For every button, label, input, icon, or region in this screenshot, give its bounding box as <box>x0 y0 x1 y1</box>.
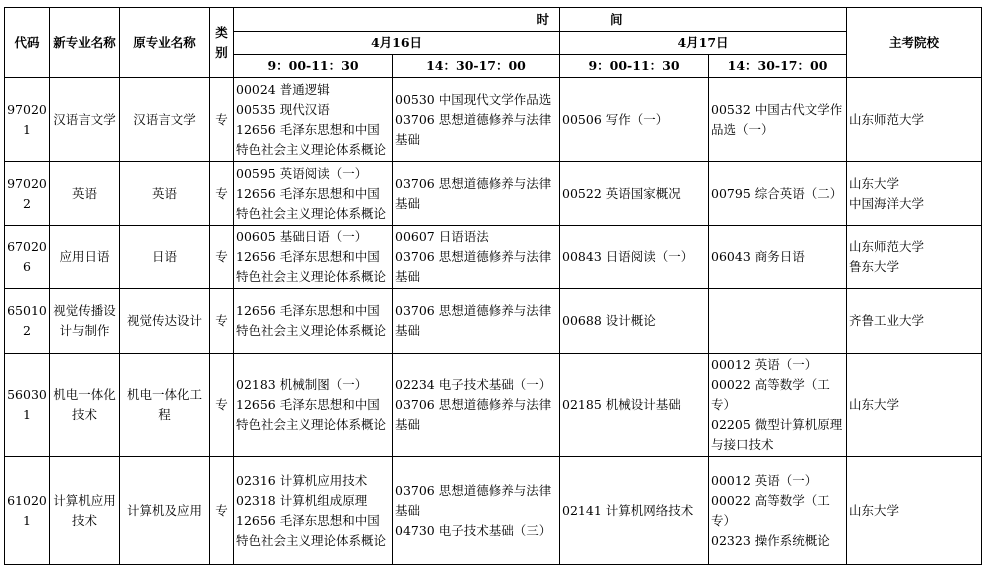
cell-d2-morning-line: 02141 计算机网络技术 <box>562 502 694 518</box>
cell-code: 970201 <box>5 78 50 162</box>
cell-school <box>847 226 982 289</box>
cell-d1-morning-line: 12656 毛泽东思想和中国特色社会主义理论体系概论 <box>236 512 387 548</box>
cell-d1-afternoon-line: 03706 思想道德修养与法律基础 <box>395 482 552 518</box>
cell-d1-afternoon-line: 03706 思想道德修养与法律基础 <box>395 303 552 338</box>
cell-old-major: 机电一体化工程 <box>120 354 210 457</box>
cell-school <box>847 289 982 354</box>
cell-d2-morning <box>560 354 709 457</box>
cell-new-major: 英语 <box>50 162 120 226</box>
cell-d2-morning-line: 02185 机械设计基础 <box>562 397 681 412</box>
cell-d2-afternoon-line: 02205 微型计算机原理与接口技术 <box>711 417 843 452</box>
cell-d2-afternoon <box>709 78 847 162</box>
cell-d1-morning-line: 12656 毛泽东思想和中国特色社会主义理论体系概论 <box>236 121 387 157</box>
header-time-left: 时 <box>234 8 560 32</box>
cell-new-major: 应用日语 <box>50 226 120 289</box>
cell-school-line: 齐鲁工业大学 <box>849 313 925 328</box>
cell-d1-morning-line: 00535 现代汉语 <box>236 101 330 117</box>
cell-d2-afternoon-line: 00532 中国古代文学作品选（一） <box>711 101 843 137</box>
cell-d2-afternoon <box>709 457 847 565</box>
header-d1-morning: 9：00-11：30 <box>234 55 393 78</box>
cell-d1-morning <box>234 162 393 226</box>
header-new-major: 新专业名称 <box>50 8 120 78</box>
header-d2-afternoon: 14：30-17：00 <box>709 55 847 78</box>
cell-d1-afternoon-line: 04730 电子技术基础（三） <box>395 522 552 538</box>
cell-school-line: 中国海洋大学 <box>849 195 925 211</box>
cell-d1-morning-line: 00024 普通逻辑 <box>236 81 330 97</box>
cell-d2-morning <box>560 162 709 226</box>
header-d1-afternoon: 14：30-17：00 <box>393 55 560 78</box>
cell-type: 专 <box>210 226 234 289</box>
cell-school <box>847 354 982 457</box>
cell-d1-morning-line: 02183 机械制图（一） <box>236 377 368 392</box>
cell-d2-morning-line: 00688 设计概论 <box>562 313 656 328</box>
table-row <box>5 162 982 226</box>
header-date-2: 4月17日 <box>560 32 847 55</box>
cell-old-major: 汉语言文学 <box>120 78 210 162</box>
cell-d1-afternoon-line: 03706 思想道德修养与法律基础 <box>395 249 552 284</box>
header-code: 代码 <box>5 8 50 78</box>
table-row <box>5 78 982 162</box>
cell-d2-afternoon <box>709 354 847 457</box>
cell-d1-morning-line: 00605 基础日语（一） <box>236 229 368 244</box>
cell-type: 专 <box>210 78 234 162</box>
cell-new-major: 计算机应用技术 <box>50 457 120 565</box>
cell-d1-morning-line: 02318 计算机组成原理 <box>236 492 368 508</box>
cell-d1-afternoon-line: 03706 思想道德修养与法律基础 <box>395 397 552 432</box>
cell-d1-morning-line: 12656 毛泽东思想和中国特色社会主义理论体系概论 <box>236 303 387 338</box>
cell-d2-afternoon-line: 00012 英语（一） <box>711 357 818 372</box>
cell-code: 610201 <box>5 457 50 565</box>
cell-d1-morning-line: 00595 英语阅读（一） <box>236 165 368 181</box>
cell-d1-morning-line: 12656 毛泽东思想和中国特色社会主义理论体系概论 <box>236 249 387 284</box>
header-type: 类别 <box>210 8 234 78</box>
cell-d1-afternoon-line: 03706 思想道德修养与法律基础 <box>395 175 552 211</box>
cell-d1-afternoon-line: 03706 思想道德修养与法律基础 <box>395 111 552 147</box>
cell-d1-afternoon <box>393 457 560 565</box>
schedule-body <box>5 78 982 565</box>
table-row <box>5 457 982 565</box>
cell-code: 670206 <box>5 226 50 289</box>
cell-d2-afternoon-line: 00022 高等数学（工专） <box>711 492 830 528</box>
cell-code: 970202 <box>5 162 50 226</box>
header-old-major: 原专业名称 <box>120 8 210 78</box>
cell-d2-afternoon-line: 06043 商务日语 <box>711 249 805 264</box>
cell-school-line: 山东大学 <box>849 175 900 191</box>
cell-d2-morning-line: 00843 日语阅读（一） <box>562 249 694 264</box>
cell-d1-morning <box>234 457 393 565</box>
cell-d1-morning <box>234 226 393 289</box>
table-row <box>5 226 982 289</box>
cell-d1-morning <box>234 354 393 457</box>
cell-school <box>847 457 982 565</box>
cell-school <box>847 162 982 226</box>
header-row-1 <box>5 8 982 32</box>
cell-type: 专 <box>210 457 234 565</box>
cell-code: 560301 <box>5 354 50 457</box>
cell-new-major: 机电一体化技术 <box>50 354 120 457</box>
table-row <box>5 354 982 457</box>
cell-d2-morning <box>560 78 709 162</box>
cell-d1-afternoon-line: 00607 日语语法 <box>395 229 489 244</box>
cell-code: 650102 <box>5 289 50 354</box>
header-time-right: 间 <box>560 8 847 32</box>
cell-d2-morning <box>560 226 709 289</box>
header-d2-morning: 9：00-11：30 <box>560 55 709 78</box>
cell-school <box>847 78 982 162</box>
cell-d1-afternoon-line: 02234 电子技术基础（一） <box>395 377 552 392</box>
cell-d1-afternoon <box>393 226 560 289</box>
cell-old-major: 计算机及应用 <box>120 457 210 565</box>
cell-old-major: 视觉传达设计 <box>120 289 210 354</box>
cell-d1-morning-line: 12656 毛泽东思想和中国特色社会主义理论体系概论 <box>236 397 387 432</box>
cell-new-major: 视觉传播设计与制作 <box>50 289 120 354</box>
cell-d2-morning <box>560 457 709 565</box>
cell-d2-morning-line: 00506 写作（一） <box>562 111 669 127</box>
cell-d1-afternoon <box>393 354 560 457</box>
cell-type: 专 <box>210 162 234 226</box>
cell-type: 专 <box>210 354 234 457</box>
cell-school-line: 山东师范大学 <box>849 239 925 254</box>
cell-d1-morning-line: 02316 计算机应用技术 <box>236 472 368 488</box>
cell-d1-afternoon <box>393 78 560 162</box>
cell-d1-afternoon-line: 00530 中国现代文学作品选 <box>395 91 552 107</box>
cell-d2-afternoon-line: 00022 高等数学（工专） <box>711 377 830 412</box>
cell-school-line: 山东大学 <box>849 397 900 412</box>
cell-type: 专 <box>210 289 234 354</box>
cell-d2-morning-line: 00522 英语国家概况 <box>562 185 681 201</box>
cell-old-major: 日语 <box>120 226 210 289</box>
table-row <box>5 289 982 354</box>
cell-d2-afternoon-line: 00795 综合英语（二） <box>711 185 843 201</box>
cell-d2-morning <box>560 289 709 354</box>
exam-schedule-table <box>4 7 982 565</box>
cell-school-line: 山东大学 <box>849 502 900 518</box>
cell-d1-morning-line: 12656 毛泽东思想和中国特色社会主义理论体系概论 <box>236 185 387 221</box>
cell-d1-morning <box>234 289 393 354</box>
cell-d2-afternoon-line: 02323 操作系统概论 <box>711 532 830 548</box>
header-date-1: 4月16日 <box>234 32 560 55</box>
cell-d1-afternoon <box>393 289 560 354</box>
cell-d2-afternoon <box>709 289 847 354</box>
cell-new-major: 汉语言文学 <box>50 78 120 162</box>
cell-d1-morning <box>234 78 393 162</box>
cell-d2-afternoon-line: 00012 英语（一） <box>711 472 818 488</box>
cell-d2-afternoon <box>709 162 847 226</box>
cell-d1-afternoon <box>393 162 560 226</box>
cell-old-major: 英语 <box>120 162 210 226</box>
cell-d2-afternoon <box>709 226 847 289</box>
header-school: 主考院校 <box>847 8 982 78</box>
cell-school-line: 山东师范大学 <box>849 111 925 127</box>
cell-school-line: 鲁东大学 <box>849 259 900 274</box>
